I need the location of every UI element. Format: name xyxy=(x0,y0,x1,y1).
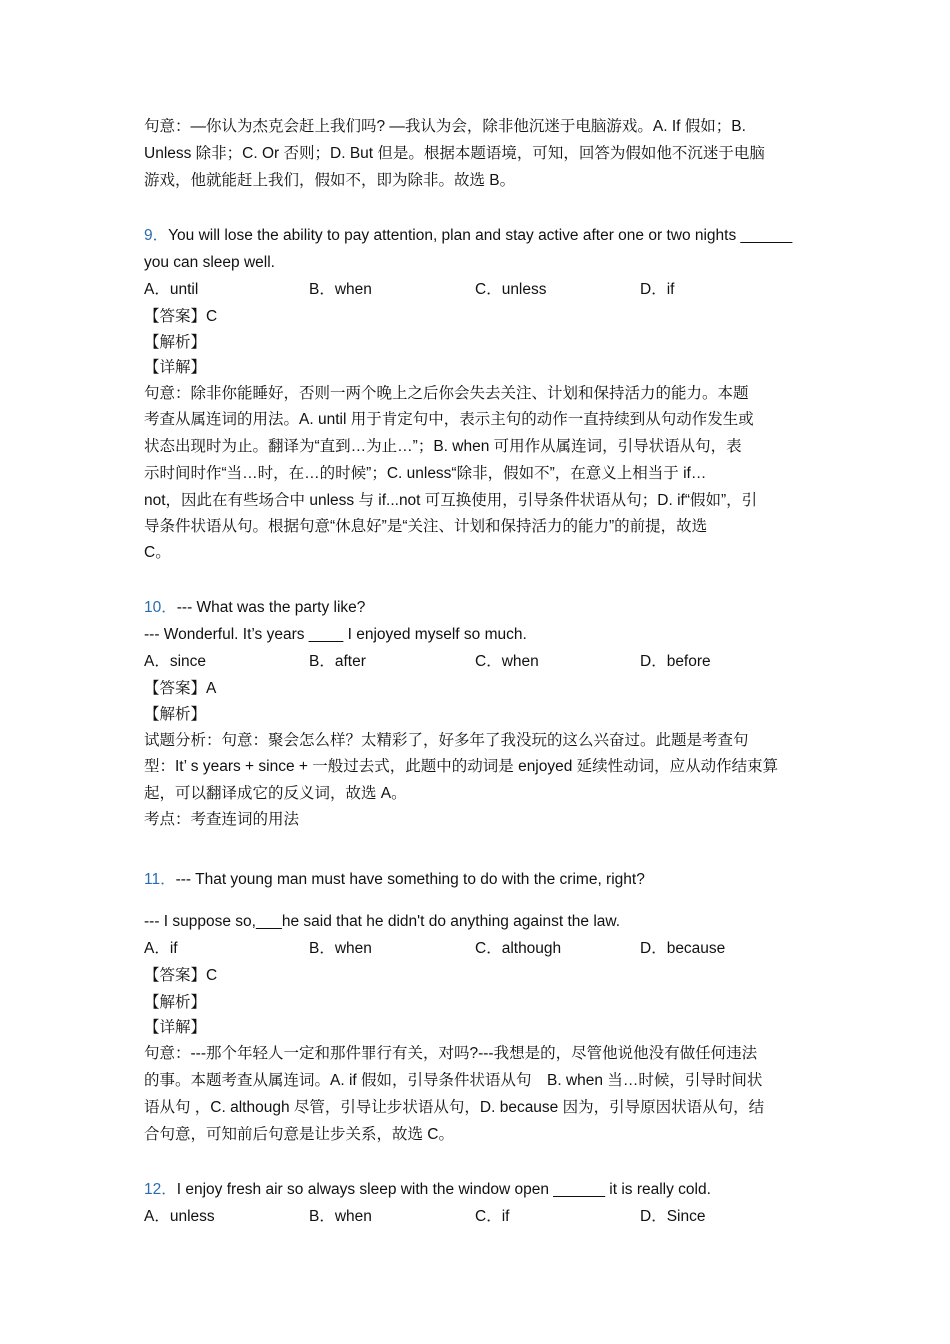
detail-label: 【详解】 xyxy=(144,1019,207,1036)
explanation-line: 句意：除非你能睡好，否则一两个晚上之后你会失去关注、计划和保持活力的能力。本题 xyxy=(144,385,749,402)
question-number: 9． xyxy=(144,227,169,244)
explanation-line: 型：It’ s years + since + 一般过去式，此题中的动词是 enjoyed 延续性动词，应从动作结束算 xyxy=(144,758,779,775)
explanation-line: 的事。本题考查从属连词。A. if 假如，引导条件状语从句 B. when 当…时候，引导时间状 xyxy=(144,1072,763,1089)
question-number: 12． xyxy=(144,1181,177,1198)
prev-explanation-line: 句意：—你认为杰克会赶上我们吗? —我认为会，除非他沉迷于电脑游戏。A. If 假如；B. xyxy=(144,118,746,135)
analysis-label: 【解析】 xyxy=(144,334,207,351)
question-number: 10． xyxy=(144,599,177,616)
explanation-line: 合句意，可知前后句意是让步关系，故选 C。 xyxy=(144,1126,455,1143)
prev-explanation-line: 游戏，他就能赶上我们，假如不，即为除非。故选 B。 xyxy=(144,172,516,189)
prev-explanation-line: Unless 除非；C. Or 否则；D. But 但是。根据本题语境，可知，回答为假如他不沉迷于电脑 xyxy=(144,145,765,162)
option-a: A．if xyxy=(144,940,178,957)
option-c: C．when xyxy=(475,653,539,670)
question-stem-text: I enjoy fresh air so always sleep with the window open ______ it is really cold. xyxy=(176,1181,711,1198)
question-stem-text: --- That young man must have something to do with the crime, right? xyxy=(175,871,645,888)
option-a: A．unless xyxy=(144,1208,215,1225)
question-12-stem-line xyxy=(144,1180,814,1200)
option-c: C．although xyxy=(475,940,562,957)
question-number: 11． xyxy=(144,871,176,888)
explanation-line: 试题分析：句意：聚会怎么样？太精彩了，好多年了我没玩的这么兴奋过。此题是考查句 xyxy=(144,732,749,749)
explanation-line: not，因此在有些场合中 unless 与 if...not 可互换使用，引导条件状语从句；D. if“假如”，引 xyxy=(144,492,758,509)
option-a: A．until xyxy=(144,281,199,298)
explanation-line: 起，可以翻译成它的反义词，故选 A。 xyxy=(144,785,407,802)
option-b: B．when xyxy=(309,281,372,298)
explanation-line: C。 xyxy=(144,544,171,561)
explanation-line: 语从句 ，C. although 尽管，引导让步状语从句，D. because 因为，引导原因状语从句，结 xyxy=(144,1099,765,1116)
explanation-line: 示时间时作“当…时，在…的时候”；C. unless“除非，假如不”，在意义上相当于 if… xyxy=(144,465,707,482)
answer-label: 【答案】A xyxy=(144,680,217,697)
explanation-line: 考查从属连词的用法。A. until 用于肯定句中，表示主句的动作一直持续到从句动作发生或 xyxy=(144,411,754,428)
option-b: B．when xyxy=(309,940,372,957)
question-10-stem-line: --- Wonderful. It’s years ____ I enjoyed myself so much. xyxy=(144,626,527,643)
option-d: D．Since xyxy=(640,1208,706,1225)
question-9-stem-line xyxy=(144,226,814,246)
answer-label: 【答案】C xyxy=(144,308,218,325)
detail-label: 【详解】 xyxy=(144,359,207,376)
explanation-line: 考点：考查连词的用法 xyxy=(144,811,300,828)
option-c: C．if xyxy=(475,1208,510,1225)
question-stem-text: --- What was the party like? xyxy=(176,599,366,616)
option-c: C．unless xyxy=(475,281,547,298)
answer-label: 【答案】C xyxy=(144,967,218,984)
question-stem-text: You will lose the ability to pay attention, plan and stay active after one or two nights ______ xyxy=(168,227,793,244)
option-a: A．since xyxy=(144,653,207,670)
option-d: D．before xyxy=(640,653,711,670)
option-b: B．when xyxy=(309,1208,372,1225)
explanation-line: 句意：---那个年轻人一定和那件罪行有关，对吗?---我想是的，尽管他说他没有做任何违法 xyxy=(144,1045,758,1062)
analysis-label: 【解析】 xyxy=(144,994,207,1011)
question-11-stem-line xyxy=(144,870,814,890)
analysis-label: 【解析】 xyxy=(144,706,207,723)
explanation-line: 导条件状语从句。根据句意“休息好”是“关注、计划和保持活力的能力”的前提，故选 xyxy=(144,518,708,535)
option-d: D．if xyxy=(640,281,675,298)
explanation-line: 状态出现时为止。翻译为“直到…为止…”；B. when 可用作从属连词，引导状语从句，表 xyxy=(144,438,742,455)
question-11-stem-line: --- I suppose so,___he said that he didn't do anything against the law. xyxy=(144,913,621,930)
question-9-stem-line: you can sleep well. xyxy=(144,254,275,271)
question-10-stem-line xyxy=(144,598,814,618)
option-d: D．because xyxy=(640,940,726,957)
option-b: B．after xyxy=(309,653,366,670)
